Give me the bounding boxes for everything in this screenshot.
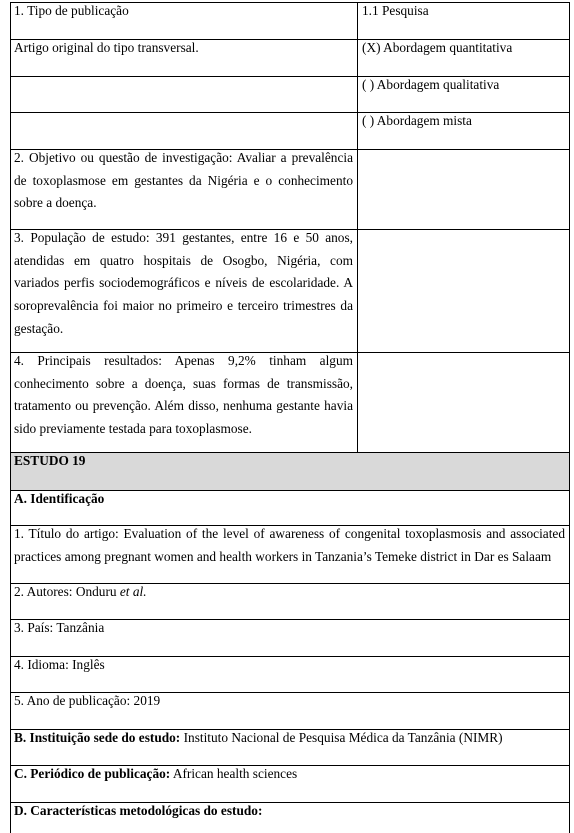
results-cell [11,353,358,453]
row-publication-value [11,40,570,77]
year-cell [11,693,570,730]
country-cell [11,620,570,657]
empty-cell [11,113,358,150]
row-year [11,693,570,730]
row-methodology [11,803,570,833]
institution-value: Instituto Nacional de Pesquisa Médica da Tanzânia (NIMR) [183,730,503,745]
objective-text: 2. Objetivo ou questão de investigação: Avaliar a prevalência de toxoplasmose em gestantes da Nigéria e o conhecimento sobre a doença. [14,150,353,211]
row-authors [11,584,570,620]
language-text: 4. Idioma: Inglês [14,657,105,672]
row-approach-mixed [11,113,570,150]
row-study-heading [11,453,570,491]
publication-type-value: Artigo original do tipo transversal. [14,40,199,55]
article-title-cell [11,526,570,584]
identification-heading: A. Identificação [14,491,105,506]
publication-type-label: 1. Tipo de publicação [14,3,129,18]
methodology-label: D. Características metodológicas do estudo: [14,803,263,818]
row-identification-heading [11,491,570,526]
methodology-cell [11,803,570,833]
authors-text: 2. Autores: Onduru [14,584,117,599]
approach-mixed: ( ) Abordagem mista [362,113,472,128]
row-institution [11,730,570,766]
approach-quantitative: (X) Abordagem quantitativa [362,40,513,55]
language-cell [11,657,570,693]
objective-cell [11,150,358,230]
approach-quantitative-cell [358,40,570,77]
population-cell [11,230,358,353]
row-population [11,230,570,353]
publication-type-value-cell [11,40,358,77]
authors-line [14,584,565,604]
empty-cell [11,77,358,113]
row-article-title [11,526,570,584]
row-results [11,353,570,453]
institution-line [14,730,565,750]
population-text: 3. População de estudo: 391 gestantes, entre 16 e 50 anos, atendidas em quatro hospitais de Osogbo, Nigéria, com variados perfis sociodemográficos e níveis de escolaridade. A soroprevalência foi maior no primeiro e terceiro trimestres da gestação. [14,230,353,336]
study-heading-cell [11,453,570,491]
publication-type-cell [11,3,358,40]
authors-cell [11,584,570,620]
research-cell [358,3,570,40]
journal-line [14,766,565,786]
approach-qualitative-cell [358,77,570,113]
year-text: 5. Ano de publicação: 2019 [14,693,161,708]
institution-cell [11,730,570,766]
institution-label: B. Instituição sede do estudo: [14,730,181,745]
empty-cell [358,230,570,353]
row-language [11,657,570,693]
row-objective [11,150,570,230]
approach-qualitative: ( ) Abordagem qualitativa [362,77,500,92]
research-label: 1.1 Pesquisa [362,3,429,18]
authors-et-al: et al. [119,584,147,599]
row-approach-qualitative [11,77,570,113]
approach-mixed-cell [358,113,570,150]
article-title: 1. Título do artigo: Evaluation of the level of awareness of congenital toxoplasmosis and associated practices among pregnant women and health workers in Tanzania’s Temeke district in Dar es Salaam [14,526,565,564]
study-heading: ESTUDO 19 [14,453,86,468]
study-summary-table [10,2,570,833]
row-journal [11,766,570,803]
journal-label: C. Periódico de publicação: [14,766,171,781]
results-text: 4. Principais resultados: Apenas 9,2% tinham algum conhecimento sobre a doença, suas formas de transmissão, tratamento ou prevenção. Além disso, nenhuma gestante havia sido previamente testada para toxoplasmose. [14,353,353,437]
row-country [11,620,570,657]
country-text: 3. País: Tanzânia [14,620,105,635]
identification-heading-cell [11,491,570,526]
empty-cell [358,353,570,453]
empty-cell [358,150,570,230]
journal-value: African health sciences [172,766,298,781]
row-publication-type [11,3,570,40]
journal-cell [11,766,570,803]
